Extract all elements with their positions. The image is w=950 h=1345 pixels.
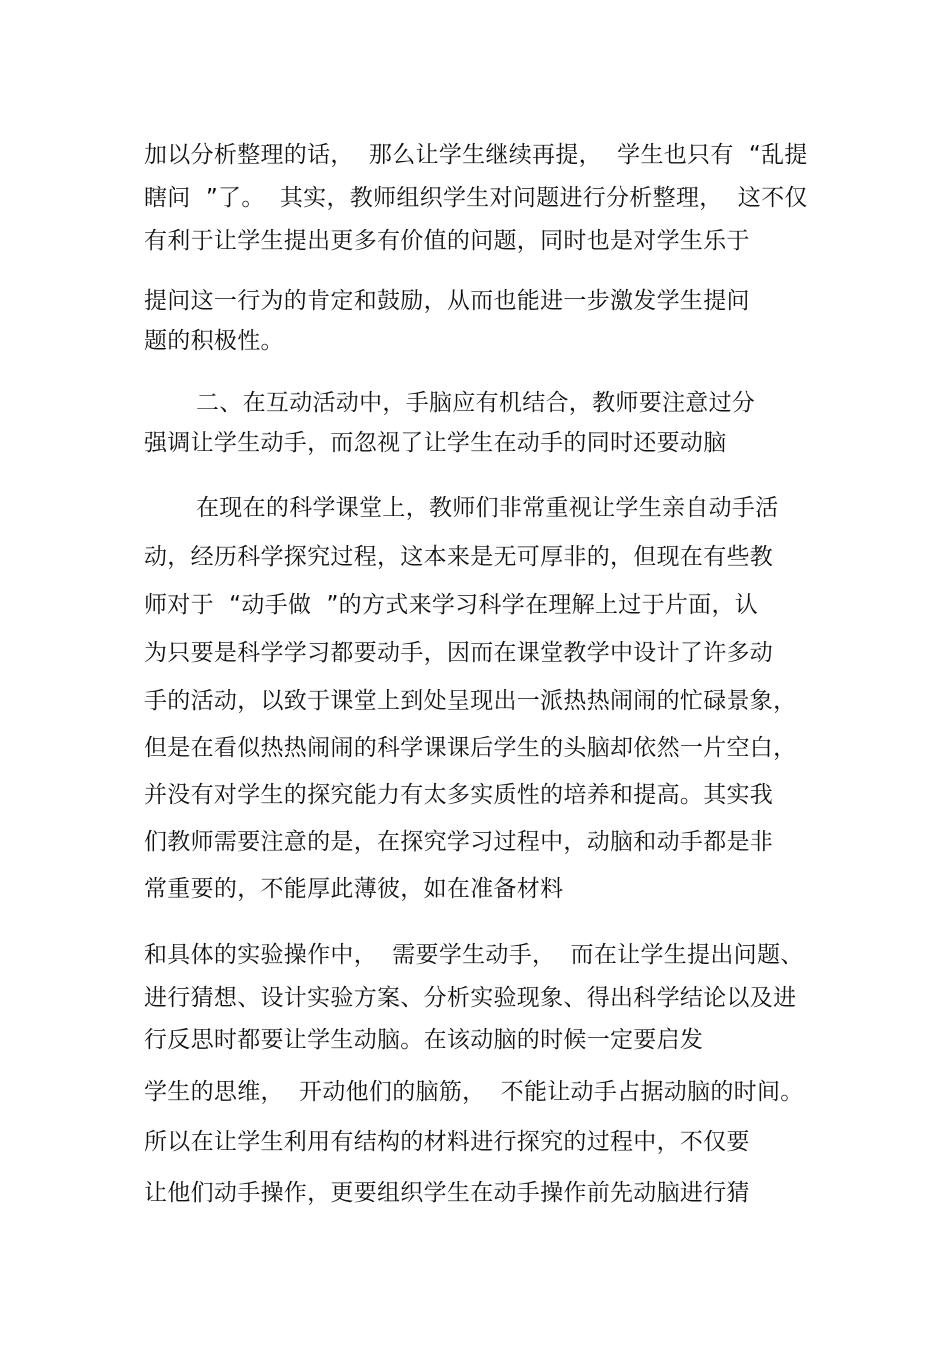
text-line: 们教师需要注意的是，在探究学习过程中，动脑和动手都是非: [144, 829, 774, 855]
text-line: 和具体的实验操作中， 需要学生动手， 而在让学生提出问题、: [144, 942, 804, 968]
section-heading-line: 强调让学生动手，而忽视了让学生在动手的同时还要动脑: [144, 430, 727, 456]
text-line: 题的积极性。: [144, 328, 284, 354]
text-line: 但是在看似热热闹闹的科学课课后学生的头脑却依然一片空白，: [144, 735, 797, 761]
text-line: 有利于让学生提出更多有价值的问题，同时也是对学生乐于: [144, 228, 750, 254]
text-line: 提问这一行为的肯定和鼓励，从而也能进一步激发学生提问: [144, 288, 750, 314]
text-line: 动，经历科学探究过程，这本来是无可厚非的，但现在有些教: [144, 544, 774, 570]
text-line: 常重要的，不能厚此薄彼，如在准备材料: [144, 876, 564, 902]
section-heading-line: 二、在互动活动中，手脑应有机结合，教师要注意过分: [196, 390, 756, 416]
text-line: 让他们动手操作，更要组织学生在动手操作前先动脑进行猜: [144, 1180, 750, 1206]
text-line: 师对于 “动手做 ”的方式来学习科学在理解上过于片面，认: [144, 592, 759, 618]
text-line: 行反思时都要让学生动脑。在该动脑的时候一定要启发: [144, 1027, 704, 1053]
text-line: 学生的思维， 开动他们的脑筋， 不能让动手占据动脑的时间。: [144, 1079, 804, 1105]
text-line: 所以在让学生利用有结构的材料进行探究的过程中，不仅要: [144, 1129, 750, 1155]
text-line: 为只要是科学学习都要动手，因而在课堂教学中设计了许多动: [144, 640, 774, 666]
text-line: 瞎问 ”了。 其实，教师组织学生对问题进行分析整理， 这不仅: [144, 185, 808, 211]
text-line: 在现在的科学课堂上，教师们非常重视让学生亲自动手活: [196, 495, 779, 521]
text-line: 进行猜想、设计实验方案、分析实验现象、得出科学结论以及进: [144, 985, 797, 1011]
text-line: 手的活动，以致于课堂上到处呈现出一派热热闹闹的忙碌景象，: [144, 688, 797, 714]
text-line: 并没有对学生的探究能力有太多实质性的培养和提高。其实我: [144, 782, 774, 808]
text-line: 加以分析整理的话， 那么让学生继续再提， 学生也只有 “乱提: [144, 142, 808, 168]
